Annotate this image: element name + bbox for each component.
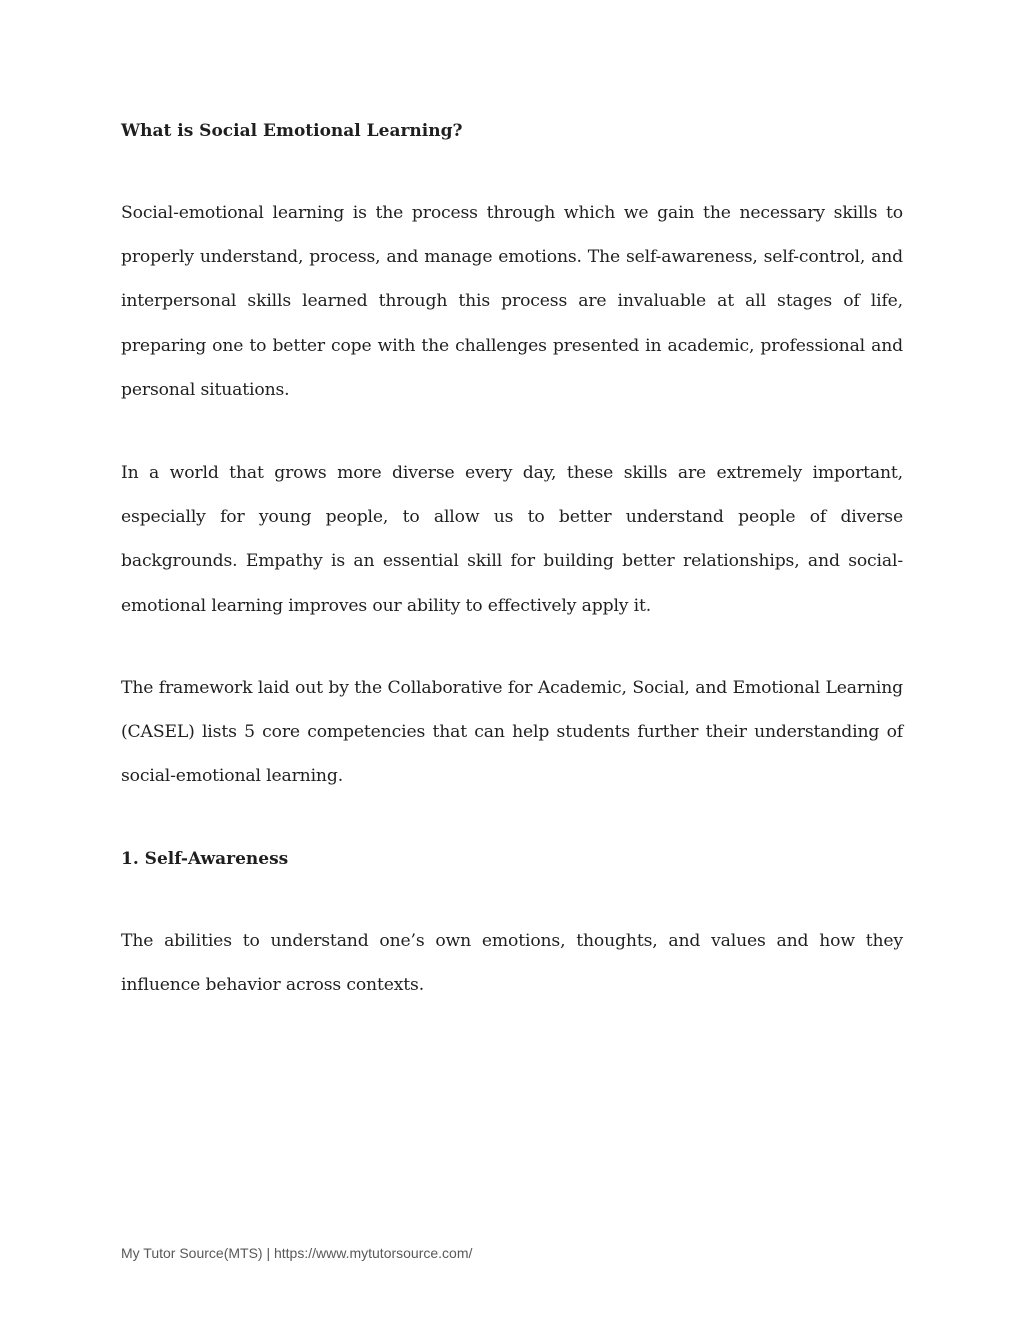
section-heading: 1. Self-Awareness [121,849,289,869]
paragraph-diversity: In a world that grows more diverse every day, these skills are extremely important, especially for young people, to allow us to better understand people of diverse backgrounds. Empathy is an essential skill for building better relationships, and social-emotional learning improves our ability to effectively apply it. [121,463,903,616]
paragraph-framework: The framework laid out by the Collaborative for Academic, Social, and Emotional Learning (CASEL) lists 5 core competencies that can help students further their understanding of social-emotional learning. [121,678,903,787]
document-title: What is Social Emotional Learning? [121,121,463,141]
page-footer: My Tutor Source(MTS) | https://www.mytutorsource.com/ [121,1245,473,1261]
section-paragraph: The abilities to understand one’s own emotions, thoughts, and values and how they influence behavior across contexts. [121,931,903,996]
paragraph-intro: Social-emotional learning is the process through which we gain the necessary skills to properly understand, process, and manage emotions. The self-awareness, self-control, and interpersonal skills learned through this process are invaluable at all stages of life, preparing one to better cope with the challenges presented in academic, professional and personal situations. [121,203,903,400]
